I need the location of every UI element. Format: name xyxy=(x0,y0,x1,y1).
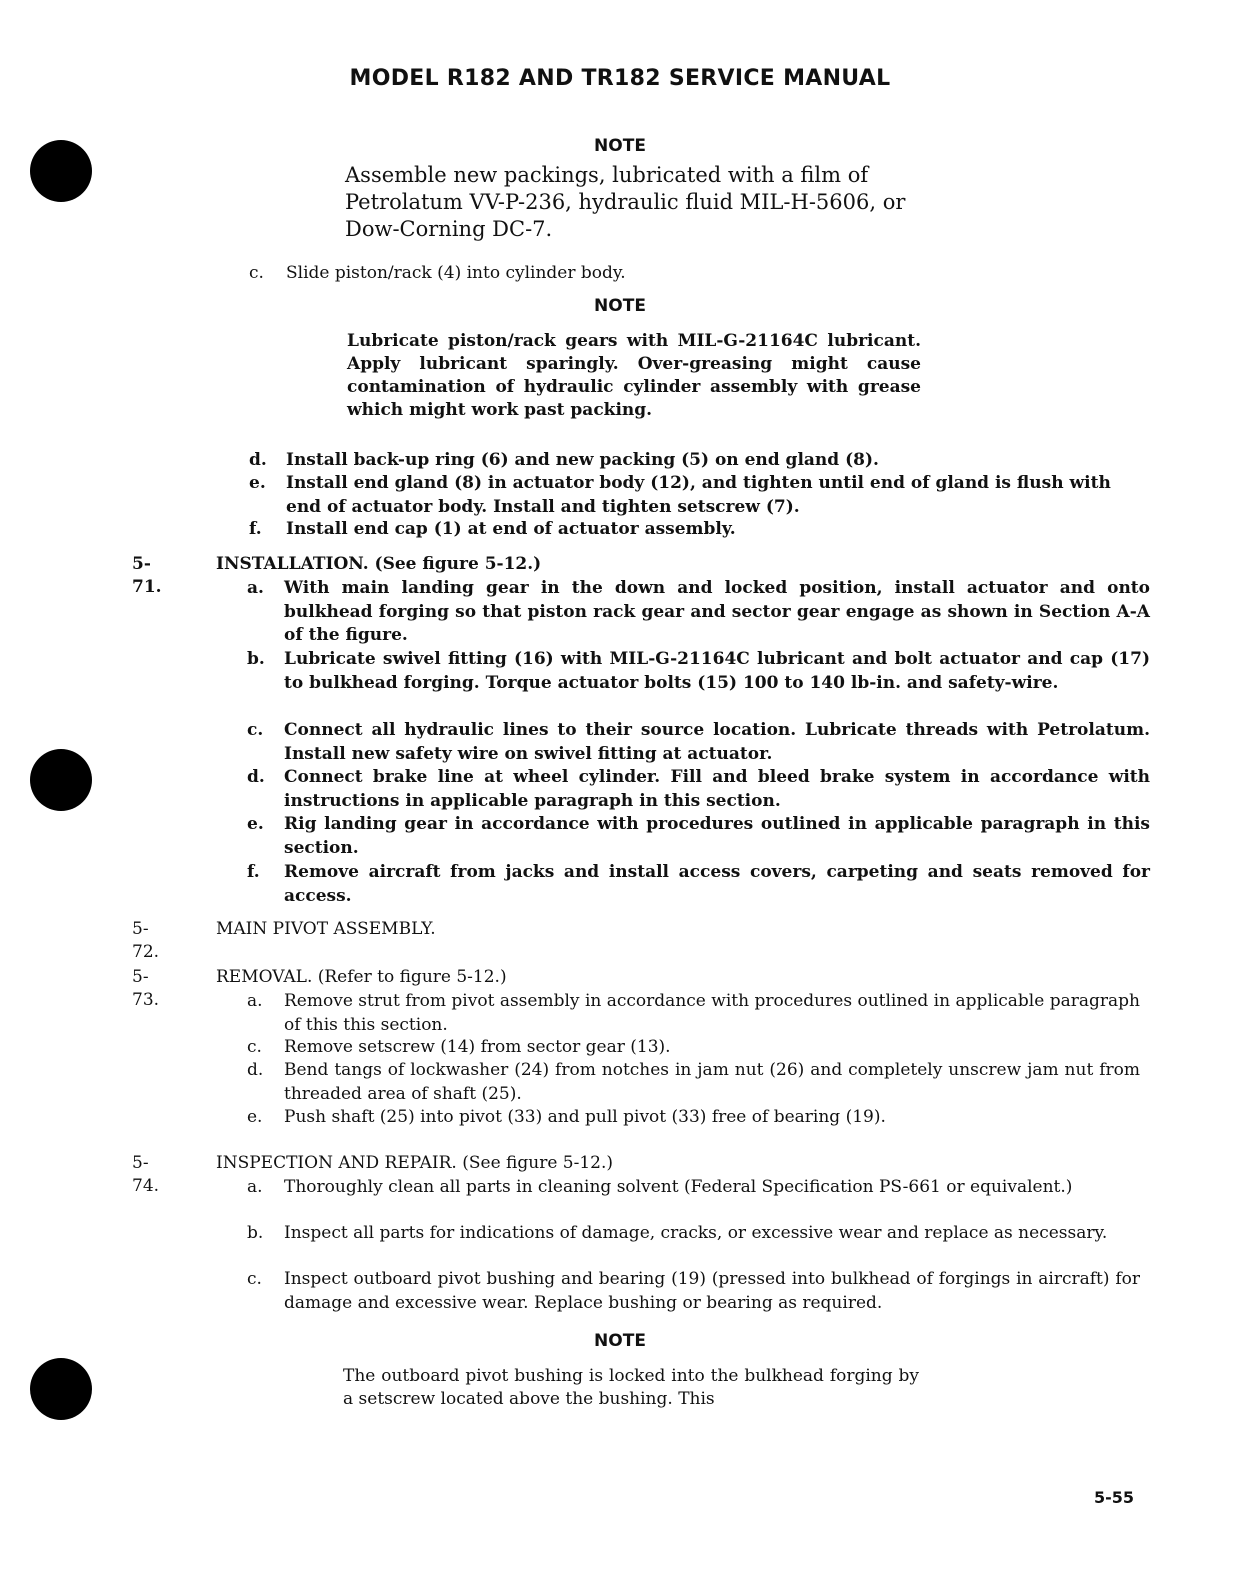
note-body: Lubricate piston/rack gears with MIL-G-21164C lubricant. Apply lubricant sparingly. Over-greasing might cause contamination of hydraulic cylinder assembly with grease which might work past packing. xyxy=(347,331,921,420)
step-letter: f. xyxy=(249,519,262,539)
section-number: 5-73. xyxy=(132,967,160,1010)
step-letter: d. xyxy=(247,1060,264,1080)
binder-hole-icon xyxy=(30,749,92,811)
step-text: Connect all hydraulic lines to their source location. Lubricate threads with Petrolatum. Install new safety wire on swivel fitting at actuator. xyxy=(284,720,1150,764)
step-letter: c. xyxy=(247,1037,262,1057)
step-text: Connect brake line at wheel cylinder. Fill and bleed brake system in accordance with instructions in applicable paragraph in this section. xyxy=(284,767,1150,811)
step-text: With main landing gear in the down and locked position, install actuator and onto bulkhead forging so that piston rack gear and sector gear engage as shown in Section A-A of the figure. xyxy=(284,578,1150,645)
step-text: Slide piston/rack (4) into cylinder body. xyxy=(286,263,626,283)
step-letter: e. xyxy=(247,814,264,834)
section-title: REMOVAL. (Refer to figure 5-12.) xyxy=(216,967,507,987)
section-number: 5-71. xyxy=(132,554,162,597)
step-letter: b. xyxy=(247,1223,264,1243)
page-number: 5-55 xyxy=(1094,1488,1135,1507)
step-letter: c. xyxy=(249,263,264,283)
step-text: Lubricate swivel fitting (16) with MIL-G-21164C lubricant and bolt actuator and cap (17) to bulkhead forging. Torque actuator bolts (15) 100 to 140 lb-in. and safety-wire. xyxy=(284,649,1150,693)
note-title: NOTE xyxy=(594,136,646,156)
step-letter: b. xyxy=(247,649,265,669)
step-letter: a. xyxy=(247,1177,263,1197)
section-title: INSPECTION AND REPAIR. (See figure 5-12.) xyxy=(216,1153,614,1173)
step-text: Thoroughly clean all parts in cleaning solvent (Federal Specification PS-661 or equivalent.) xyxy=(284,1177,1073,1197)
step-text: Push shaft (25) into pivot (33) and pull pivot (33) free of bearing (19). xyxy=(284,1107,886,1127)
note-title: NOTE xyxy=(594,296,646,316)
step-text: Install back-up ring (6) and new packing (5) on end gland (8). xyxy=(286,450,879,470)
step-text: Rig landing gear in accordance with procedures outlined in applicable paragraph in this section. xyxy=(284,814,1150,858)
note-title: NOTE xyxy=(594,1331,646,1351)
step-letter: e. xyxy=(247,1107,263,1127)
step-text: Install end cap (1) at end of actuator assembly. xyxy=(286,519,736,539)
section-title: INSTALLATION. (See figure 5-12.) xyxy=(216,554,542,574)
section-title: MAIN PIVOT ASSEMBLY. xyxy=(216,919,436,939)
section-number: 5-74. xyxy=(132,1153,160,1196)
page-header: MODEL R182 AND TR182 SERVICE MANUAL xyxy=(349,66,891,91)
step-text: Install end gland (8) in actuator body (12), and tighten until end of gland is flush with end of actuator body. Install and tighten setscrew (7). xyxy=(286,473,1111,517)
step-text: Inspect all parts for indications of damage, cracks, or excessive wear and replace as necessary. xyxy=(284,1223,1108,1243)
step-text: Remove aircraft from jacks and install access covers, carpeting and seats removed for access. xyxy=(284,862,1150,906)
step-text: Remove setscrew (14) from sector gear (13). xyxy=(284,1037,671,1057)
binder-hole-icon xyxy=(30,1358,92,1420)
note-body: The outboard pivot bushing is locked into the bulkhead forging by a setscrew located above the bushing. This xyxy=(343,1366,919,1409)
assembly-step xyxy=(249,472,1149,520)
step-text: Inspect outboard pivot bushing and bearing (19) (pressed into bulkhead of forgings in aircraft) for damage and excessive wear. Replace bushing or bearing as required. xyxy=(284,1269,1140,1313)
step-letter: d. xyxy=(249,450,267,470)
step-letter: d. xyxy=(247,767,265,787)
step-letter: c. xyxy=(247,1269,262,1289)
step-text: Bend tangs of lockwasher (24) from notches in jam nut (26) and completely unscrew jam nut from threaded area of shaft (25). xyxy=(284,1060,1140,1104)
step-letter: a. xyxy=(247,991,263,1011)
step-letter: f. xyxy=(247,862,260,882)
step-letter: a. xyxy=(247,578,264,598)
note-body: Assemble new packings, lubricated with a film of Petrolatum VV-P-236, hydraulic fluid MIL-H-5606, or Dow-Corning DC-7. xyxy=(345,163,906,241)
step-letter: e. xyxy=(249,473,266,493)
step-letter: c. xyxy=(247,720,264,740)
section-number: 5-72. xyxy=(132,919,160,962)
step-text: Remove strut from pivot assembly in accordance with procedures outlined in applicable paragraph of this this section. xyxy=(284,991,1140,1035)
